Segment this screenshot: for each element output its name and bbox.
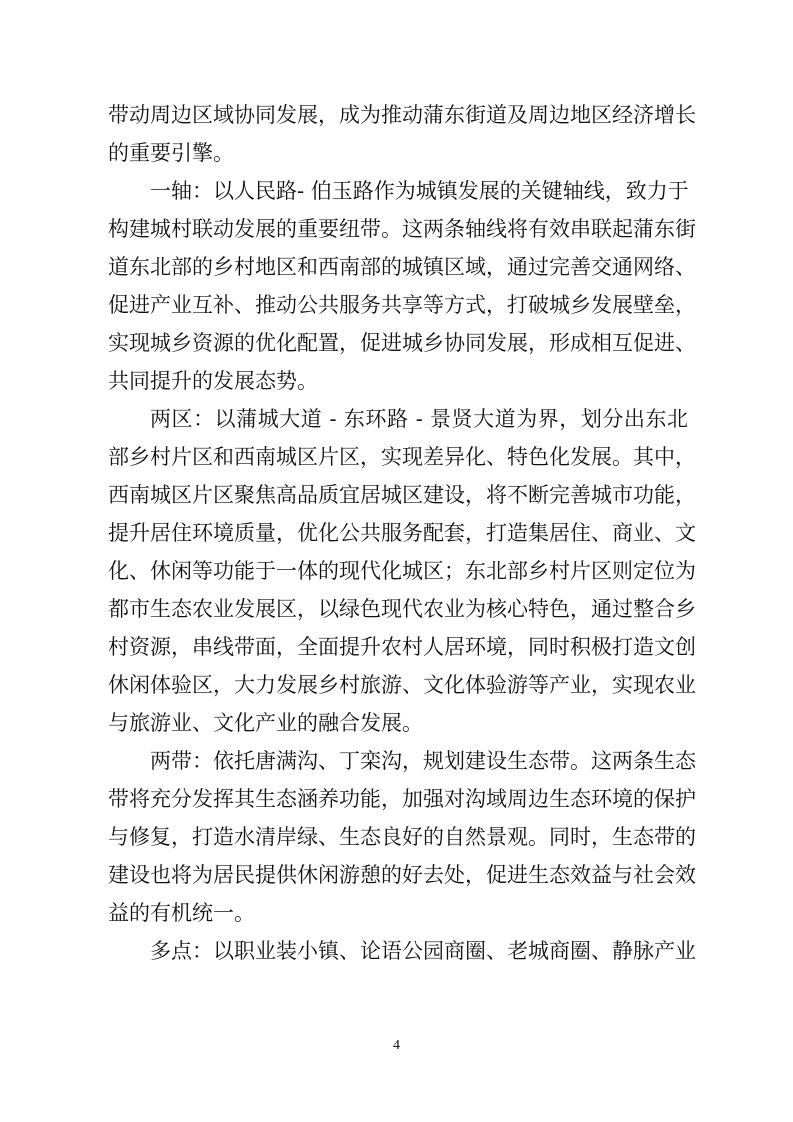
page-number: 4: [393, 1038, 400, 1053]
text-line: 益的有机统一。: [108, 901, 255, 925]
text-line: 的重要引擎。: [108, 141, 234, 165]
text-line: 与旅游业、文化产业的融合发展。: [108, 711, 423, 735]
text-line: 提升居住环境质量，优化公共服务配套，打造集居住、商业、文: [108, 521, 696, 545]
text-line: 两区：以蒲城大道 - 东环路 - 景贤大道为界，划分出东北: [150, 407, 688, 431]
text-line: 道东北部的乡村地区和西南部的城镇区域，通过完善交通网络、: [108, 255, 696, 279]
text-line: 共同提升的发展态势。: [108, 369, 318, 393]
text-line: 与修复，打造水清岸绿、生态良好的自然景观。同时，生态带的: [108, 825, 696, 849]
text-line: 村资源，串线带面，全面提升农村人居环境，同时积极打造文创: [108, 635, 696, 659]
text-line: 部乡村片区和西南城区片区，实现差异化、特色化发展。其中，: [108, 445, 696, 469]
text-line: 化、休闲等功能于一体的现代化城区；东北部乡村片区则定位为: [108, 559, 696, 583]
text-line: 促进产业互补、推动公共服务共享等方式，打破城乡发展壁垒，: [108, 293, 696, 317]
text-line: 带将充分发挥其生态涵养功能，加强对沟域周边生态环境的保护: [108, 787, 696, 811]
text-line: 带动周边区域协同发展，成为推动蒲东街道及周边地区经济增长: [108, 103, 696, 127]
text-line: 一轴：以人民路- 伯玉路作为城镇发展的关键轴线，致力于: [150, 179, 689, 203]
text-line: 构建城村联动发展的重要纽带。这两条轴线将有效串联起蒲东街: [108, 217, 696, 241]
text-line: 休闲体验区，大力发展乡村旅游、文化体验游等产业，实现农业: [108, 673, 696, 697]
text-line: 多点：以职业装小镇、论语公园商圈、老城商圈、静脉产业: [150, 939, 696, 963]
text-line: 都市生态农业发展区，以绿色现代农业为核心特色，通过整合乡: [108, 597, 696, 621]
text-line: 实现城乡资源的优化配置，促进城乡协同发展，形成相互促进、: [108, 331, 696, 355]
text-line: 两带：依托唐满沟、丁栾沟，规划建设生态带。这两条生态: [150, 749, 696, 773]
text-line: 西南城区片区聚焦高品质宜居城区建设，将不断完善城市功能，: [108, 483, 696, 507]
text-line: 建设也将为居民提供休闲游憩的好去处，促进生态效益与社会效: [108, 863, 696, 887]
body-text: [108, 96, 696, 970]
